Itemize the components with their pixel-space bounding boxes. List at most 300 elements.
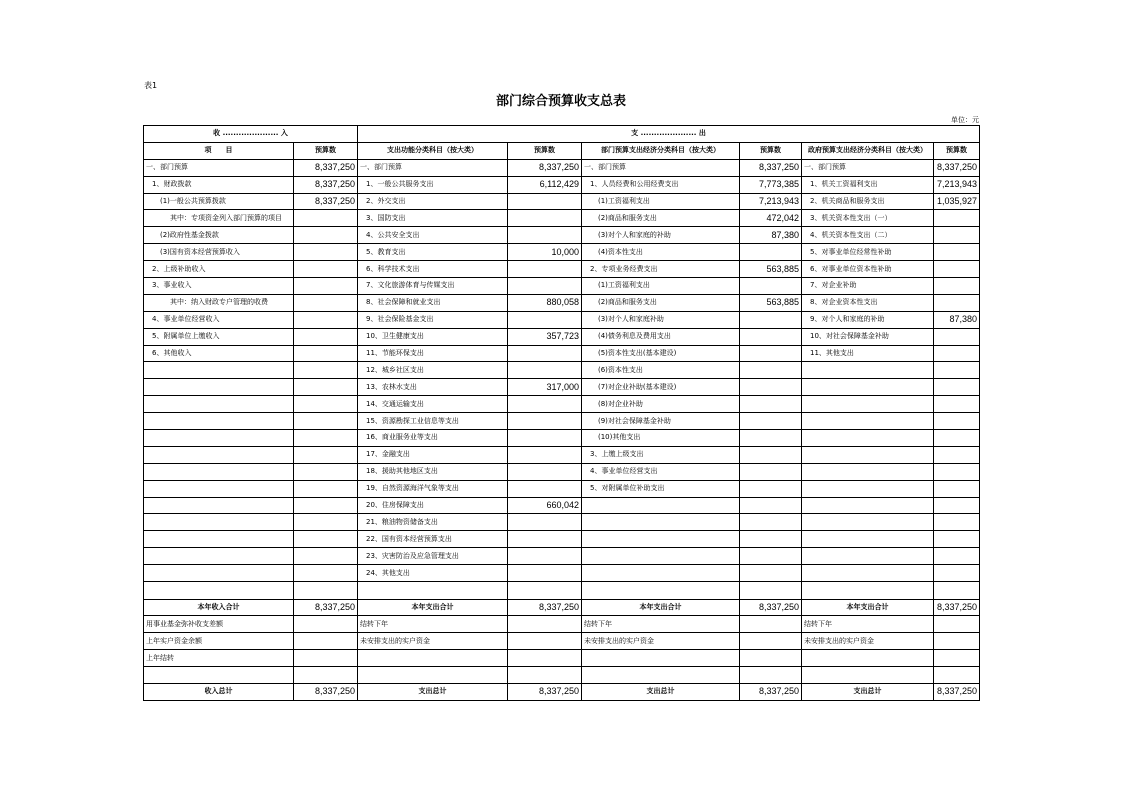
dept-econ-amount: 87,380 bbox=[740, 227, 802, 244]
gov-econ-item: 5、对事业单位经常性补助 bbox=[802, 244, 934, 261]
function-amount: 357,723 bbox=[508, 328, 582, 345]
dept-econ-amount bbox=[740, 345, 802, 362]
col-header-budget: 预算数 bbox=[294, 142, 358, 159]
function-amount bbox=[508, 446, 582, 463]
gov-econ-item: 1、机关工资福利支出 bbox=[802, 176, 934, 193]
income-amount bbox=[294, 446, 358, 463]
function-item: 9、社会保险基金支出 bbox=[358, 311, 508, 328]
empty-cell bbox=[740, 582, 802, 600]
dept-econ-item: 一、部门预算 bbox=[582, 159, 740, 176]
unit-label: 单位：元 bbox=[951, 116, 979, 124]
income-amount bbox=[294, 463, 358, 480]
col-header-budget: 预算数 bbox=[740, 142, 802, 159]
dept-econ-amount bbox=[740, 531, 802, 548]
function-amount bbox=[508, 650, 582, 667]
gov-econ-item: 6、对事业单位资本性补助 bbox=[802, 261, 934, 278]
income-item: 上年实户资金余额 bbox=[144, 633, 294, 650]
dept-econ-amount bbox=[740, 633, 802, 650]
gov-econ-amount bbox=[934, 396, 980, 413]
gov-econ-amount bbox=[934, 497, 980, 514]
dept-econ-item bbox=[582, 565, 740, 582]
dept-econ-amount bbox=[740, 446, 802, 463]
table-row bbox=[144, 261, 980, 278]
extra-row bbox=[144, 616, 980, 633]
income-item bbox=[144, 396, 294, 413]
income-amount: 8,337,250 bbox=[294, 599, 358, 616]
function-amount: 6,112,429 bbox=[508, 176, 582, 193]
empty-cell bbox=[508, 582, 582, 600]
income-item: 2、上级补助收入 bbox=[144, 261, 294, 278]
dept-econ-item bbox=[582, 650, 740, 667]
dept-econ-item: 2、专项业务经费支出 bbox=[582, 261, 740, 278]
function-item: 1、一般公共服务支出 bbox=[358, 176, 508, 193]
table-row bbox=[144, 159, 980, 176]
income-item bbox=[144, 379, 294, 396]
function-item: 23、灾害防治及应急管理支出 bbox=[358, 548, 508, 565]
function-amount: 10,000 bbox=[508, 244, 582, 261]
function-item: 24、其他支出 bbox=[358, 565, 508, 582]
gov-econ-item bbox=[802, 446, 934, 463]
dept-econ-amount bbox=[740, 413, 802, 430]
gov-econ-item bbox=[802, 531, 934, 548]
gov-econ-item bbox=[802, 430, 934, 447]
function-amount bbox=[508, 362, 582, 379]
function-item: 22、国有资本经营预算支出 bbox=[358, 531, 508, 548]
function-amount: 880,058 bbox=[508, 294, 582, 311]
table-row bbox=[144, 514, 980, 531]
gov-econ-amount bbox=[934, 480, 980, 497]
gov-econ-amount bbox=[934, 446, 980, 463]
income-amount bbox=[294, 633, 358, 650]
gov-econ-amount: 8,337,250 bbox=[934, 684, 980, 701]
table-row bbox=[144, 244, 980, 261]
dept-econ-item: 3、上缴上级支出 bbox=[582, 446, 740, 463]
table-row bbox=[144, 362, 980, 379]
function-amount bbox=[508, 463, 582, 480]
function-amount bbox=[508, 311, 582, 328]
income-item bbox=[144, 565, 294, 582]
function-amount bbox=[508, 345, 582, 362]
empty-cell bbox=[934, 667, 980, 684]
gov-econ-amount bbox=[934, 244, 980, 261]
dept-econ-amount bbox=[740, 497, 802, 514]
dept-econ-amount bbox=[740, 565, 802, 582]
dept-econ-amount: 7,773,385 bbox=[740, 176, 802, 193]
table-row bbox=[144, 480, 980, 497]
gov-econ-item: 4、机关资本性支出（二） bbox=[802, 227, 934, 244]
gov-econ-amount bbox=[934, 514, 980, 531]
col-header-item: 项 目 bbox=[144, 142, 294, 159]
income-item: 本年收入合计 bbox=[144, 599, 294, 616]
col-header-budget: 预算数 bbox=[934, 142, 980, 159]
income-item bbox=[144, 497, 294, 514]
table-row bbox=[144, 311, 980, 328]
dept-econ-amount bbox=[740, 463, 802, 480]
dept-econ-amount bbox=[740, 379, 802, 396]
function-amount bbox=[508, 261, 582, 278]
function-amount bbox=[508, 413, 582, 430]
dept-econ-amount bbox=[740, 362, 802, 379]
gov-econ-item bbox=[802, 379, 934, 396]
function-amount bbox=[508, 227, 582, 244]
gov-econ-item: 本年支出合计 bbox=[802, 599, 934, 616]
dept-econ-item: (2)商品和服务支出 bbox=[582, 294, 740, 311]
table-row bbox=[144, 176, 980, 193]
income-item bbox=[144, 514, 294, 531]
gov-econ-amount bbox=[934, 362, 980, 379]
function-item: 一、部门预算 bbox=[358, 159, 508, 176]
gov-econ-amount bbox=[934, 278, 980, 295]
function-amount bbox=[508, 633, 582, 650]
income-amount bbox=[294, 227, 358, 244]
income-amount bbox=[294, 278, 358, 295]
income-item: 其中：专项资金列入部门预算的项目 bbox=[144, 210, 294, 227]
income-amount bbox=[294, 650, 358, 667]
function-item: 4、公共安全支出 bbox=[358, 227, 508, 244]
gov-econ-amount bbox=[934, 210, 980, 227]
gov-econ-amount: 1,035,927 bbox=[934, 193, 980, 210]
function-item: 21、粮油物资储备支出 bbox=[358, 514, 508, 531]
function-item: 8、社会保障和就业支出 bbox=[358, 294, 508, 311]
income-item: 一、部门预算 bbox=[144, 159, 294, 176]
empty-cell bbox=[358, 582, 508, 600]
gov-econ-amount bbox=[934, 548, 980, 565]
income-amount: 8,337,250 bbox=[294, 159, 358, 176]
table-row bbox=[144, 193, 980, 210]
function-item: 2、外交支出 bbox=[358, 193, 508, 210]
gov-econ-item bbox=[802, 396, 934, 413]
income-item: 5、附属单位上缴收入 bbox=[144, 328, 294, 345]
income-item: 收入总计 bbox=[144, 684, 294, 701]
dept-econ-item: (3)对个人和家庭的补助 bbox=[582, 227, 740, 244]
empty-cell bbox=[582, 582, 740, 600]
table-row bbox=[144, 463, 980, 480]
function-amount bbox=[508, 278, 582, 295]
empty-cell bbox=[144, 667, 294, 684]
gov-econ-item bbox=[802, 413, 934, 430]
col-header-dept-econ-class: 部门预算支出经济分类科目（按大类） bbox=[582, 142, 740, 159]
income-amount bbox=[294, 261, 358, 278]
income-amount: 8,337,250 bbox=[294, 684, 358, 701]
gov-econ-item: 11、其他支出 bbox=[802, 345, 934, 362]
dept-econ-amount: 7,213,943 bbox=[740, 193, 802, 210]
gov-econ-item: 2、机关商品和服务支出 bbox=[802, 193, 934, 210]
gov-econ-amount bbox=[934, 633, 980, 650]
income-amount bbox=[294, 379, 358, 396]
income-item: 其中：纳入财政专户管理的收费 bbox=[144, 294, 294, 311]
income-amount bbox=[294, 311, 358, 328]
dept-econ-item: 支出总计 bbox=[582, 684, 740, 701]
dept-econ-item: (9)对社会保障基金补助 bbox=[582, 413, 740, 430]
dept-econ-amount: 472,042 bbox=[740, 210, 802, 227]
function-amount: 8,337,250 bbox=[508, 684, 582, 701]
income-item: 3、事业收入 bbox=[144, 278, 294, 295]
income-item: 1、财政拨款 bbox=[144, 176, 294, 193]
dept-econ-item: (7)对企业补助(基本建设) bbox=[582, 379, 740, 396]
table-row bbox=[144, 278, 980, 295]
income-item bbox=[144, 430, 294, 447]
gov-econ-amount bbox=[934, 413, 980, 430]
dept-econ-amount bbox=[740, 514, 802, 531]
gov-econ-amount bbox=[934, 328, 980, 345]
gov-econ-amount bbox=[934, 650, 980, 667]
income-item: (2)政府性基金拨款 bbox=[144, 227, 294, 244]
dept-econ-item: 1、人员经费和公用经费支出 bbox=[582, 176, 740, 193]
function-item: 13、农林水支出 bbox=[358, 379, 508, 396]
income-item bbox=[144, 463, 294, 480]
extra-row bbox=[144, 650, 980, 667]
function-item: 14、交通运输支出 bbox=[358, 396, 508, 413]
income-amount bbox=[294, 531, 358, 548]
dept-econ-item: 结转下年 bbox=[582, 616, 740, 633]
dept-econ-amount: 563,885 bbox=[740, 294, 802, 311]
dept-econ-amount bbox=[740, 430, 802, 447]
gov-econ-amount bbox=[934, 261, 980, 278]
empty-cell bbox=[358, 667, 508, 684]
dept-econ-item: (4)债务利息及费用支出 bbox=[582, 328, 740, 345]
dept-econ-item: (2)商品和服务支出 bbox=[582, 210, 740, 227]
page-title: 部门综合预算收支总表 bbox=[495, 94, 626, 109]
income-item: (1)一般公共预算拨款 bbox=[144, 193, 294, 210]
function-item: 12、城乡社区支出 bbox=[358, 362, 508, 379]
income-section-header: 收 ..................... 入 bbox=[144, 126, 358, 143]
income-amount bbox=[294, 362, 358, 379]
gov-econ-item: 8、对企业资本性支出 bbox=[802, 294, 934, 311]
dept-econ-amount bbox=[740, 480, 802, 497]
income-amount bbox=[294, 497, 358, 514]
table-row bbox=[144, 345, 980, 362]
table-row bbox=[144, 548, 980, 565]
gov-econ-amount bbox=[934, 227, 980, 244]
function-item: 7、文化旅游体育与传媒支出 bbox=[358, 278, 508, 295]
dept-econ-item: 5、对附属单位补助支出 bbox=[582, 480, 740, 497]
income-amount bbox=[294, 480, 358, 497]
function-amount bbox=[508, 193, 582, 210]
function-amount bbox=[508, 430, 582, 447]
income-item bbox=[144, 362, 294, 379]
dept-econ-item: 4、事业单位经营支出 bbox=[582, 463, 740, 480]
empty-cell bbox=[934, 582, 980, 600]
gov-econ-item bbox=[802, 362, 934, 379]
function-item: 18、援助其他地区支出 bbox=[358, 463, 508, 480]
function-item: 16、商业服务业等支出 bbox=[358, 430, 508, 447]
table-row bbox=[144, 531, 980, 548]
section-header-row bbox=[144, 126, 980, 143]
empty-cell bbox=[582, 667, 740, 684]
dept-econ-item bbox=[582, 531, 740, 548]
function-item: 15、资源勘探工业信息等支出 bbox=[358, 413, 508, 430]
dept-econ-amount bbox=[740, 650, 802, 667]
dept-econ-amount bbox=[740, 396, 802, 413]
table-tag: 表1 bbox=[144, 81, 158, 90]
dept-econ-amount: 8,337,250 bbox=[740, 684, 802, 701]
table-row bbox=[144, 328, 980, 345]
income-item bbox=[144, 446, 294, 463]
dept-econ-item: (1)工资福利支出 bbox=[582, 278, 740, 295]
gov-econ-item: 7、对企业补助 bbox=[802, 278, 934, 295]
column-header-row bbox=[144, 142, 980, 159]
function-amount: 317,000 bbox=[508, 379, 582, 396]
gov-econ-item bbox=[802, 497, 934, 514]
table-row bbox=[144, 446, 980, 463]
gov-econ-amount bbox=[934, 294, 980, 311]
table-row bbox=[144, 565, 980, 582]
gov-econ-item: 3、机关资本性支出（一） bbox=[802, 210, 934, 227]
income-amount bbox=[294, 413, 358, 430]
table-row bbox=[144, 430, 980, 447]
gov-econ-item: 一、部门预算 bbox=[802, 159, 934, 176]
gov-econ-amount bbox=[934, 430, 980, 447]
function-amount bbox=[508, 565, 582, 582]
gov-econ-item bbox=[802, 514, 934, 531]
table-row bbox=[144, 294, 980, 311]
gov-econ-item bbox=[802, 650, 934, 667]
income-amount bbox=[294, 345, 358, 362]
income-item: 用事业基金弥补收支差额 bbox=[144, 616, 294, 633]
table-row bbox=[144, 413, 980, 430]
gov-econ-amount bbox=[934, 463, 980, 480]
function-item: 本年支出合计 bbox=[358, 599, 508, 616]
function-amount: 8,337,250 bbox=[508, 159, 582, 176]
table-row bbox=[144, 379, 980, 396]
empty-cell bbox=[508, 667, 582, 684]
gov-econ-amount: 8,337,250 bbox=[934, 159, 980, 176]
function-item bbox=[358, 650, 508, 667]
income-item: (3)国有资本经营预算收入 bbox=[144, 244, 294, 261]
function-amount: 8,337,250 bbox=[508, 599, 582, 616]
extra-row bbox=[144, 633, 980, 650]
function-item: 支出总计 bbox=[358, 684, 508, 701]
dept-econ-amount bbox=[740, 244, 802, 261]
empty-cell bbox=[144, 582, 294, 600]
function-item: 19、自然资源海洋气象等支出 bbox=[358, 480, 508, 497]
function-amount bbox=[508, 548, 582, 565]
gov-econ-item bbox=[802, 463, 934, 480]
empty-cell bbox=[294, 582, 358, 600]
dept-econ-item: (8)对企业补助 bbox=[582, 396, 740, 413]
function-item: 10、卫生健康支出 bbox=[358, 328, 508, 345]
function-amount bbox=[508, 210, 582, 227]
dept-econ-item bbox=[582, 514, 740, 531]
empty-cell bbox=[802, 582, 934, 600]
function-item: 未安排支出的实户资金 bbox=[358, 633, 508, 650]
dept-econ-item bbox=[582, 497, 740, 514]
table-row bbox=[144, 227, 980, 244]
function-item: 结转下年 bbox=[358, 616, 508, 633]
function-amount bbox=[508, 514, 582, 531]
dept-econ-amount bbox=[740, 616, 802, 633]
income-amount bbox=[294, 328, 358, 345]
gov-econ-item bbox=[802, 565, 934, 582]
gov-econ-amount bbox=[934, 565, 980, 582]
dept-econ-item bbox=[582, 548, 740, 565]
dept-econ-amount bbox=[740, 311, 802, 328]
dept-econ-item: (6)资本性支出 bbox=[582, 362, 740, 379]
income-item bbox=[144, 531, 294, 548]
gov-econ-item: 9、对个人和家庭的补助 bbox=[802, 311, 934, 328]
income-item: 4、事业单位经营收入 bbox=[144, 311, 294, 328]
function-amount bbox=[508, 531, 582, 548]
gov-econ-item: 支出总计 bbox=[802, 684, 934, 701]
dept-econ-item: 未安排支出的实户资金 bbox=[582, 633, 740, 650]
gov-econ-amount: 87,380 bbox=[934, 311, 980, 328]
gov-econ-amount bbox=[934, 531, 980, 548]
dept-econ-item: (3)对个人和家庭补助 bbox=[582, 311, 740, 328]
gov-econ-item bbox=[802, 548, 934, 565]
spacer-row bbox=[144, 667, 980, 684]
dept-econ-item: (5)资本性支出(基本建设) bbox=[582, 345, 740, 362]
subtotal-row bbox=[144, 599, 980, 616]
table-row bbox=[144, 396, 980, 413]
function-item: 5、教育支出 bbox=[358, 244, 508, 261]
empty-cell bbox=[740, 667, 802, 684]
col-header-function-class: 支出功能分类科目（按大类） bbox=[358, 142, 508, 159]
income-amount bbox=[294, 616, 358, 633]
function-amount bbox=[508, 396, 582, 413]
income-amount bbox=[294, 514, 358, 531]
dept-econ-amount bbox=[740, 278, 802, 295]
function-item: 3、国防支出 bbox=[358, 210, 508, 227]
gov-econ-item: 10、对社会保障基金补助 bbox=[802, 328, 934, 345]
dept-econ-item: (4)资本性支出 bbox=[582, 244, 740, 261]
table-row bbox=[144, 210, 980, 227]
income-item: 上年结转 bbox=[144, 650, 294, 667]
function-item: 6、科学技术支出 bbox=[358, 261, 508, 278]
spacer-row bbox=[144, 582, 980, 600]
income-item bbox=[144, 548, 294, 565]
gov-econ-item bbox=[802, 480, 934, 497]
expend-section-header: 支 ..................... 出 bbox=[358, 126, 980, 143]
dept-econ-item: (10)其他支出 bbox=[582, 430, 740, 447]
gov-econ-amount: 8,337,250 bbox=[934, 599, 980, 616]
income-amount: 8,337,250 bbox=[294, 193, 358, 210]
dept-econ-amount: 8,337,250 bbox=[740, 599, 802, 616]
dept-econ-amount: 563,885 bbox=[740, 261, 802, 278]
income-amount bbox=[294, 294, 358, 311]
gov-econ-amount bbox=[934, 379, 980, 396]
total-row bbox=[144, 684, 980, 701]
gov-econ-item: 未安排支出的实户资金 bbox=[802, 633, 934, 650]
income-amount: 8,337,250 bbox=[294, 176, 358, 193]
income-item: 6、其他收入 bbox=[144, 345, 294, 362]
income-amount bbox=[294, 548, 358, 565]
dept-econ-item: (1)工资福利支出 bbox=[582, 193, 740, 210]
income-item bbox=[144, 480, 294, 497]
function-item: 11、节能环保支出 bbox=[358, 345, 508, 362]
income-amount bbox=[294, 430, 358, 447]
col-header-gov-econ-class: 政府预算支出经济分类科目（按大类） bbox=[802, 142, 934, 159]
dept-econ-amount bbox=[740, 548, 802, 565]
income-amount bbox=[294, 210, 358, 227]
dept-econ-item: 本年支出合计 bbox=[582, 599, 740, 616]
dept-econ-amount bbox=[740, 328, 802, 345]
empty-cell bbox=[294, 667, 358, 684]
function-amount bbox=[508, 616, 582, 633]
table-row bbox=[144, 497, 980, 514]
function-item: 20、住房保障支出 bbox=[358, 497, 508, 514]
gov-econ-amount: 7,213,943 bbox=[934, 176, 980, 193]
income-item bbox=[144, 413, 294, 430]
budget-table bbox=[143, 125, 980, 701]
dept-econ-amount: 8,337,250 bbox=[740, 159, 802, 176]
gov-econ-item: 结转下年 bbox=[802, 616, 934, 633]
income-amount bbox=[294, 396, 358, 413]
function-amount: 660,042 bbox=[508, 497, 582, 514]
function-item: 17、金融支出 bbox=[358, 446, 508, 463]
col-header-budget: 预算数 bbox=[508, 142, 582, 159]
gov-econ-amount bbox=[934, 616, 980, 633]
income-amount bbox=[294, 565, 358, 582]
